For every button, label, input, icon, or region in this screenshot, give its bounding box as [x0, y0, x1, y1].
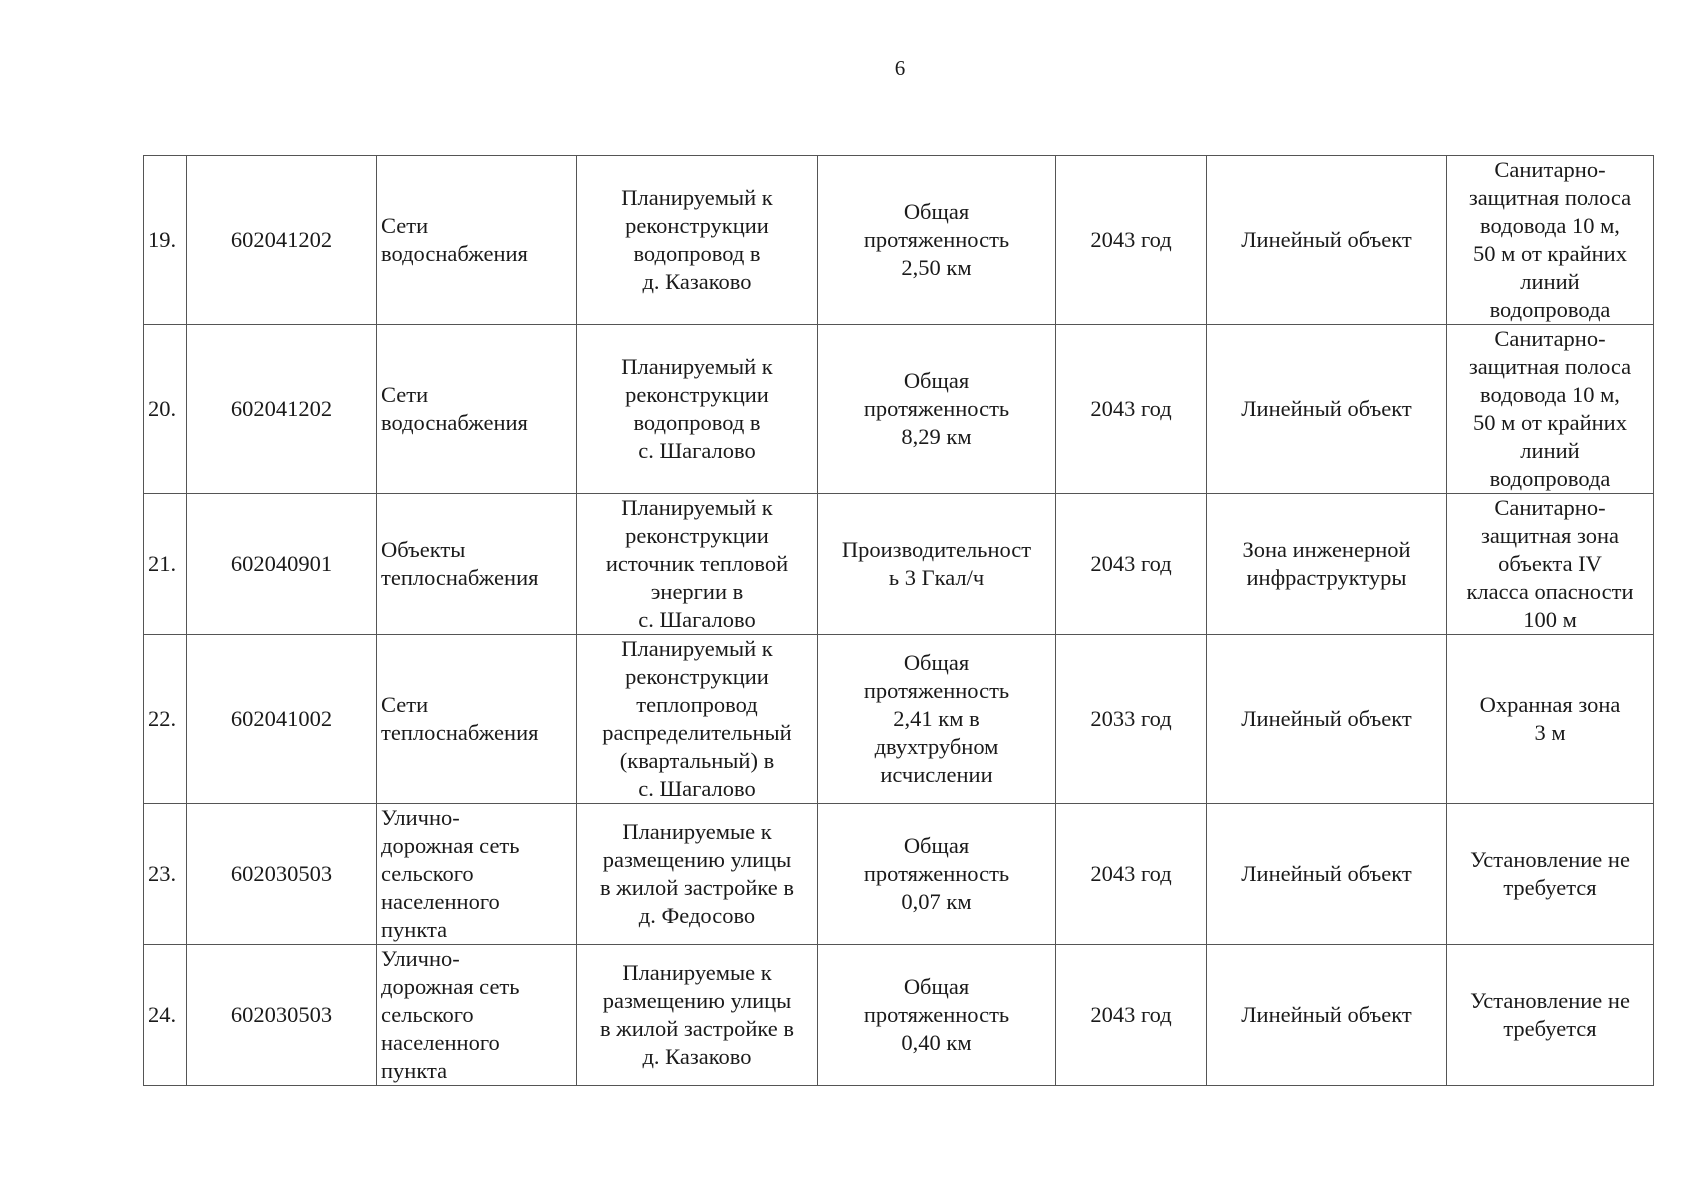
object-description: Планируемые к размещению улицы в жилой застройке в д. Казаково [599, 960, 795, 1069]
object-code: 602030503 [230, 1002, 333, 1027]
row-number-cell [144, 325, 187, 494]
functional-zone: Линейный объект [1241, 1002, 1412, 1027]
object-type: Объекты теплоснабжения [381, 537, 539, 590]
implementation-year: 2033 год [1090, 706, 1172, 731]
object-parameter-cell [818, 494, 1056, 635]
zone-restriction: Установление не требуется [1470, 847, 1630, 900]
object-code: 602040901 [230, 551, 333, 576]
zone-restriction-cell [1447, 804, 1654, 945]
object-code-cell [187, 945, 377, 1086]
row-number-cell [144, 804, 187, 945]
functional-zone-cell [1207, 494, 1447, 635]
implementation-year-cell [1056, 635, 1207, 804]
row-number-cell [144, 635, 187, 804]
object-description: Планируемый к реконструкции водопровод в д. Казаково [621, 185, 773, 294]
zone-restriction-cell [1447, 945, 1654, 1086]
functional-zone: Зона инженерной инфраструктуры [1242, 537, 1411, 590]
row-number: 19. [148, 227, 177, 252]
object-type-cell [377, 635, 577, 804]
functional-zone: Линейный объект [1241, 396, 1412, 421]
implementation-year: 2043 год [1090, 227, 1172, 252]
table-row [144, 325, 1654, 494]
object-parameter: Общая протяженность 2,41 км в двухтрубном исчислении [863, 650, 1010, 787]
implementation-year-cell [1056, 325, 1207, 494]
table-row [144, 494, 1654, 635]
zone-restriction-cell [1447, 635, 1654, 804]
object-type: Сети водоснабжения [381, 382, 528, 435]
object-type: Улично- дорожная сеть сельского населенного пункта [381, 805, 520, 942]
row-number-cell [144, 494, 187, 635]
zone-restriction-cell [1447, 156, 1654, 325]
functional-zone: Линейный объект [1241, 227, 1412, 252]
object-type: Улично- дорожная сеть сельского населенного пункта [381, 946, 520, 1083]
implementation-year: 2043 год [1090, 551, 1172, 576]
row-number: 20. [148, 396, 177, 421]
table-row [144, 156, 1654, 325]
object-description-cell [577, 325, 818, 494]
zone-restriction: Охранная зона 3 м [1479, 692, 1621, 745]
zone-restriction: Санитарно- защитная зона объекта IV класса опасности 100 м [1466, 495, 1634, 632]
implementation-year: 2043 год [1090, 1002, 1172, 1027]
object-code: 602041202 [230, 227, 333, 252]
object-description: Планируемые к размещению улицы в жилой застройке в д. Федосово [599, 819, 795, 928]
object-code: 602030503 [230, 861, 333, 886]
object-type-cell [377, 804, 577, 945]
zone-restriction: Санитарно- защитная полоса водовода 10 м, 50 м от крайних линий водопровода [1468, 326, 1632, 491]
object-parameter-cell [818, 635, 1056, 804]
zone-restriction-cell [1447, 494, 1654, 635]
functional-zone-cell [1207, 945, 1447, 1086]
row-number-cell [144, 945, 187, 1086]
object-type: Сети водоснабжения [381, 213, 528, 266]
table-row [144, 804, 1654, 945]
zone-restriction-cell [1447, 325, 1654, 494]
functional-zone-cell [1207, 156, 1447, 325]
object-code: 602041202 [230, 396, 333, 421]
object-type-cell [377, 945, 577, 1086]
row-number: 24. [148, 1002, 177, 1027]
object-code-cell [187, 635, 377, 804]
zone-restriction: Установление не требуется [1470, 988, 1630, 1041]
object-parameter-cell [818, 945, 1056, 1086]
object-description-cell [577, 494, 818, 635]
object-type: Сети теплоснабжения [381, 692, 539, 745]
object-parameter-cell [818, 804, 1056, 945]
object-description-cell [577, 804, 818, 945]
object-code-cell [187, 494, 377, 635]
implementation-year-cell [1056, 494, 1207, 635]
object-parameter: Производительност ь 3 Гкал/ч [841, 537, 1032, 590]
object-type-cell [377, 494, 577, 635]
row-number: 22. [148, 706, 177, 731]
object-parameter: Общая протяженность 8,29 км [863, 368, 1010, 449]
object-type-cell [377, 156, 577, 325]
object-parameter: Общая протяженность 2,50 км [863, 199, 1010, 280]
implementation-year: 2043 год [1090, 396, 1172, 421]
table-row [144, 635, 1654, 804]
object-parameter: Общая протяженность 0,07 км [863, 833, 1010, 914]
object-description-cell [577, 945, 818, 1086]
object-code-cell [187, 156, 377, 325]
functional-zone-cell [1207, 804, 1447, 945]
object-description: Планируемый к реконструкции водопровод в с. Шагалово [621, 354, 773, 463]
object-code-cell [187, 325, 377, 494]
object-description: Планируемый к реконструкции теплопровод распределительный (квартальный) в с. Шагалово [602, 636, 792, 801]
object-description-cell [577, 635, 818, 804]
functional-zone: Линейный объект [1241, 706, 1412, 731]
object-description-cell [577, 156, 818, 325]
implementation-year: 2043 год [1090, 861, 1172, 886]
row-number-cell [144, 156, 187, 325]
row-number: 21. [148, 551, 177, 576]
object-type-cell [377, 325, 577, 494]
zone-restriction: Санитарно- защитная полоса водовода 10 м, 50 м от крайних линий водопровода [1468, 157, 1632, 322]
table-row [144, 945, 1654, 1086]
page-number: 6 [894, 56, 906, 80]
planned-objects-table [143, 155, 1654, 1086]
object-parameter: Общая протяженность 0,40 км [863, 974, 1010, 1055]
object-description: Планируемый к реконструкции источник тепловой энергии в с. Шагалово [605, 495, 789, 632]
implementation-year-cell [1056, 945, 1207, 1086]
functional-zone-cell [1207, 635, 1447, 804]
functional-zone-cell [1207, 325, 1447, 494]
implementation-year-cell [1056, 156, 1207, 325]
object-parameter-cell [818, 325, 1056, 494]
row-number: 23. [148, 861, 177, 886]
object-code-cell [187, 804, 377, 945]
functional-zone: Линейный объект [1241, 861, 1412, 886]
implementation-year-cell [1056, 804, 1207, 945]
object-code: 602041002 [230, 706, 333, 731]
object-parameter-cell [818, 156, 1056, 325]
